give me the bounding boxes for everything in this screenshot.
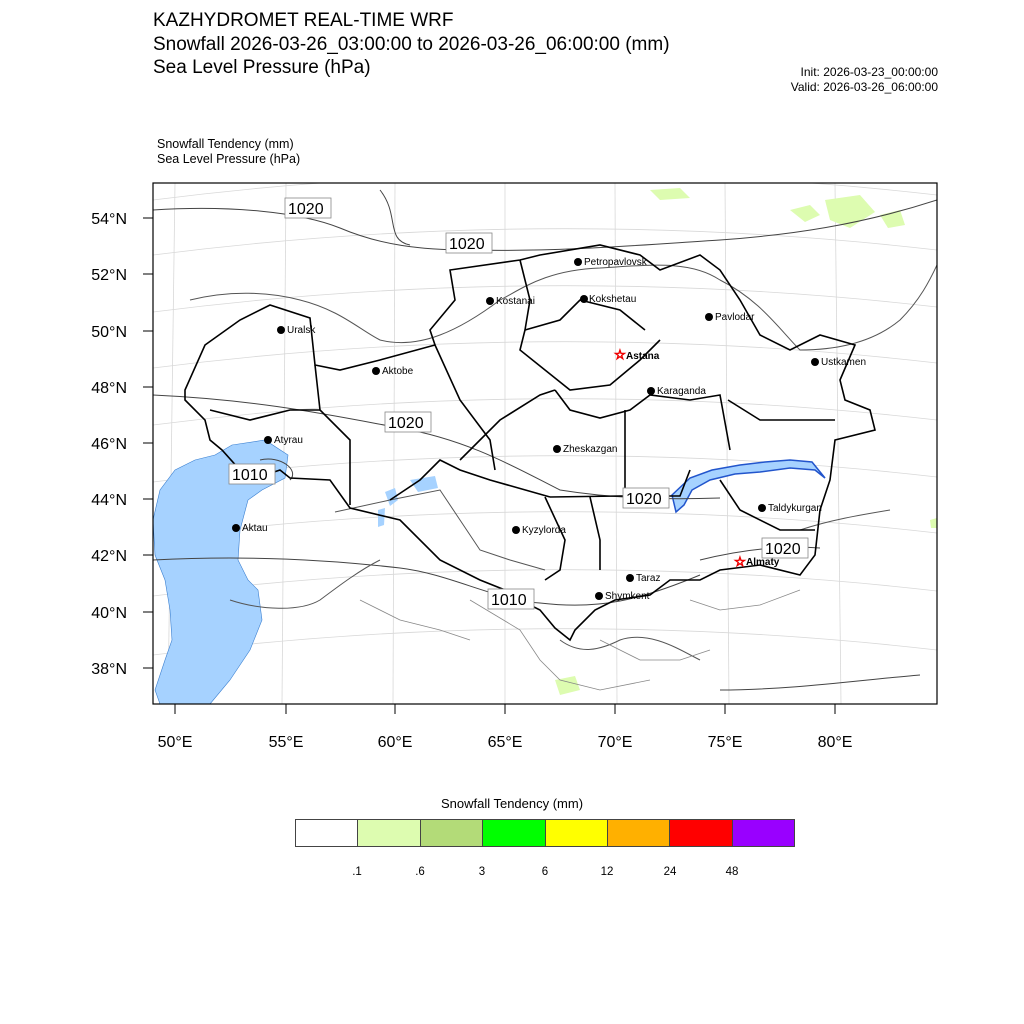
isobar-label: 1010	[491, 592, 527, 609]
aral-sea-3	[378, 508, 385, 527]
colorbar-label: 3	[478, 866, 486, 878]
city-label: Zheskazgan	[563, 444, 618, 455]
colorbar-label: .6	[415, 866, 425, 878]
isobar-label: 1020	[288, 201, 324, 218]
colorbar-labels	[0, 866, 1024, 882]
chart-title-line2: Snowfall 2026-03-26_03:00:00 to 2026-03-26_06:00:00 (mm)	[153, 34, 670, 55]
capital-star-icon: ☆	[614, 347, 626, 362]
city-label: Atyrau	[274, 435, 303, 446]
isobar-label: 1020	[449, 236, 485, 253]
city-label: Shymkent	[605, 591, 650, 602]
colorbar-bin	[608, 820, 670, 846]
colorbar-label: .1	[352, 866, 362, 878]
lon-label: 70°E	[597, 734, 633, 751]
isobar-label: 1010	[232, 467, 268, 484]
lat-label: 38°N	[91, 661, 127, 678]
init-time: Init: 2026-03-23_00:00:00	[800, 65, 938, 79]
lon-label: 55°E	[268, 734, 304, 751]
colorbar-bin	[670, 820, 732, 846]
lat-label: 48°N	[91, 380, 127, 397]
lon-label: 50°E	[157, 734, 193, 751]
colorbar-label: 12	[600, 866, 614, 878]
city-label: Aktau	[242, 523, 268, 534]
city-label: Petropavlovsk	[584, 257, 647, 268]
city-label: Kyzylorda	[522, 525, 566, 536]
city-label: Almaty	[746, 557, 780, 568]
city-label: Taldykurgan	[768, 503, 822, 514]
city-label: Karaganda	[657, 386, 706, 397]
lat-label: 46°N	[91, 436, 127, 453]
colorbar-title: Snowfall Tendency (mm)	[440, 796, 584, 811]
lon-labels	[158, 734, 853, 751]
chart-title-line3: Sea Level Pressure (hPa)	[153, 57, 371, 78]
city-label: Ustkamen	[821, 357, 867, 368]
lat-label: 52°N	[91, 267, 127, 284]
city-label: Aktobe	[382, 366, 414, 377]
valid-time: Valid: 2026-03-26_06:00:00	[790, 80, 938, 94]
capital-star-icon: ☆	[734, 554, 746, 569]
colorbar-label: 6	[541, 866, 549, 878]
colorbar-bin	[483, 820, 545, 846]
lat-labels	[91, 211, 127, 678]
colorbar-label: 24	[663, 866, 677, 878]
city-label: Uralsk	[287, 325, 316, 336]
lat-label: 54°N	[91, 211, 127, 228]
subtitle-line2: Sea Level Pressure (hPa)	[157, 152, 301, 166]
lon-label: 80°E	[817, 734, 853, 751]
isobar-label: 1020	[626, 491, 662, 508]
colorbar-bin	[421, 820, 483, 846]
city-label: Taraz	[636, 573, 661, 584]
lat-label: 42°N	[91, 548, 127, 565]
subtitle-line1: Snowfall Tendency (mm)	[157, 137, 294, 151]
isobar-label: 1020	[765, 541, 801, 558]
colorbar-label: 48	[725, 866, 739, 878]
lon-label: 75°E	[707, 734, 743, 751]
colorbar-bin	[358, 820, 420, 846]
chart-title: KAZHYDROMET REAL-TIME WRF	[153, 10, 454, 31]
colorbar	[295, 819, 795, 847]
city-label: Kostanai	[496, 296, 535, 307]
aral-sea	[385, 488, 398, 506]
lon-label: 65°E	[487, 734, 523, 751]
city-label: Astana	[626, 351, 660, 362]
lat-label: 50°N	[91, 324, 127, 341]
colorbar-bin	[733, 820, 794, 846]
colorbar-bin	[296, 820, 358, 846]
isobar-label: 1020	[388, 415, 424, 432]
colorbar-bin	[546, 820, 608, 846]
lon-label: 60°E	[377, 734, 413, 751]
city-label: Pavlodar	[715, 312, 755, 323]
city-label: Kokshetau	[589, 294, 637, 305]
lat-label: 44°N	[91, 492, 127, 509]
lat-label: 40°N	[91, 605, 127, 622]
